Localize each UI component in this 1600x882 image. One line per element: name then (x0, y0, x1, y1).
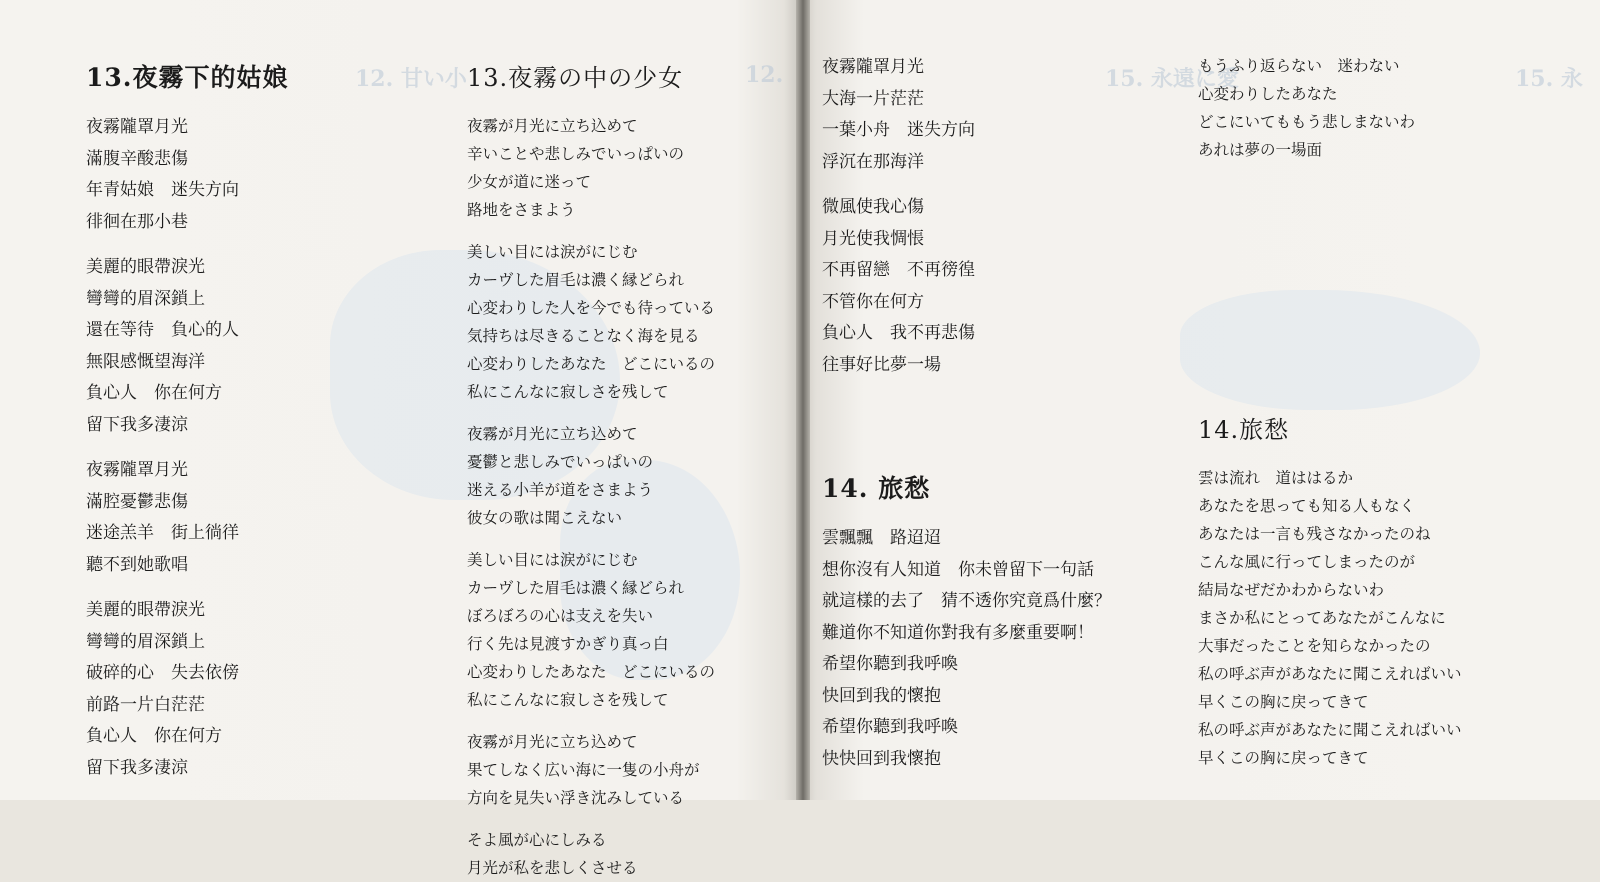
song-title: 14. 旅愁 (822, 474, 931, 503)
lyric-line: 心変わりした人を今でも待っている (467, 299, 716, 317)
lyric-line: 希望你聽到我呼喚 (822, 654, 958, 674)
lyric-line: 快快回到我懷抱 (822, 748, 941, 769)
lyric-line: カーヴした眉毛は濃く縁どられ (467, 579, 685, 597)
lyric-line: 迷える小羊が道をさまよう (467, 481, 654, 499)
lyric-line: 美麗的眼帶淚光 (86, 600, 205, 620)
left-page-japanese-column (467, 58, 777, 882)
lyric-line: 行く先は見渡すかぎり真っ白 (467, 635, 669, 653)
lyric-line: 私の呼ぶ声があなたに聞こえればいい (1198, 665, 1462, 683)
lyric-line: カーヴした眉毛は濃く縁どられ (467, 271, 685, 289)
lyric-line: 無限感慨望海洋 (86, 351, 205, 372)
stanza-gap (86, 238, 356, 252)
show-through-text: 12. (745, 62, 784, 88)
show-through-text: 12. 甘い小 (355, 66, 467, 92)
lyric-line: 滿腹辛酸悲傷 (86, 148, 188, 169)
lyric-line: 微風使我心傷 (822, 197, 924, 217)
lyric-line: 夜霧が月光に立ち込めて (467, 117, 638, 135)
lyric-line: 私にこんなに寂しさを残して (467, 383, 669, 401)
lyric-line: 美麗的眼帶淚光 (86, 257, 205, 277)
lyric-line: 大事だったことを知らなかったの (1198, 637, 1431, 655)
lyric-line: 美しい目には涙がにじむ (467, 243, 638, 261)
lyric-line: あれは夢の一場面 (1198, 141, 1323, 159)
lyric-line: こんな風に行ってしまったのが (1198, 553, 1416, 571)
lyric-line: 彎彎的眉深鎖上 (86, 288, 205, 309)
lyric-line: 負心人 你在何方 (86, 383, 222, 403)
lyric-line: 夜霧隴罩月光 (822, 57, 924, 77)
stanza-gap (467, 406, 777, 420)
lyric-line: 果てしなく広い海に一隻の小舟が (467, 761, 700, 779)
lyric-line: あなたを思っても知る人もなく (1198, 497, 1416, 515)
lyric-line: 少女が道に迷って (467, 173, 592, 191)
lyric-line: 一葉小舟 迷失方向 (822, 120, 975, 140)
lyric-line: 想你沒有人知道 你未曾留下一句話 (822, 559, 1094, 580)
right-page-chinese-column (822, 52, 1182, 775)
lyric-line: もうふり返らない 迷わない (1198, 57, 1400, 75)
stanza-gap (467, 714, 777, 728)
stanza-gap (467, 532, 777, 546)
lyric-line: 早くこの胸に戻ってきて (1198, 693, 1369, 711)
lyric-line: 心変わりしたあなた どこにいるの (467, 663, 716, 681)
lyric-line: 大海一片茫茫 (822, 88, 924, 109)
lyric-line: 負心人 你在何方 (86, 726, 222, 746)
book-spine-gutter (796, 0, 810, 800)
lyric-line: 彼女の歌は聞こえない (467, 509, 623, 527)
lyric-line: 夜霧隴罩月光 (86, 117, 188, 137)
lyric-line: 雲飄飄 路迢迢 (822, 528, 941, 548)
stanza-gap (467, 812, 777, 826)
lyric-line: 就這樣的去了 猜不透你究竟爲什麼？ (822, 591, 1111, 611)
lyric-line: 辛いことや悲しみでいっぱいの (467, 145, 685, 163)
lyric-line: 留下我多淒涼 (86, 414, 188, 435)
lyric-line: 気持ちは尽きることなく海を見る (467, 327, 700, 345)
show-through-text: 15. 永 (1515, 66, 1583, 92)
lyric-line: 聽不到她歌唱 (86, 554, 188, 575)
lyric-line: 夜霧が月光に立ち込めて (467, 425, 638, 443)
lyric-line: 心変わりしたあなた どこにいるの (467, 355, 716, 373)
lyric-line: 方向を見失い浮き沈みしている (467, 789, 685, 807)
lyric-line: まさか私にとってあなたがこんなに (1198, 609, 1446, 627)
stanza-gap (86, 441, 356, 455)
lyric-line: 心変わりしたあなた (1198, 85, 1338, 103)
lyric-line: 難道你不知道你對我有多麼重要啊！ (822, 622, 1094, 643)
song-title: 13.夜霧の中の少女 (467, 64, 684, 92)
lyric-line: 結局なぜだかわからないわ (1198, 581, 1385, 599)
lyric-line: 希望你聽到我呼喚 (822, 717, 958, 737)
show-through-text: 15. 永遠に愛 (1105, 66, 1239, 92)
section-gap (822, 425, 1182, 469)
lyric-line: 破碎的心 失去依傍 (86, 663, 239, 683)
lyric-line: 月光が私を悲しくさせる (467, 859, 638, 877)
lyric-line: 月光使我惆悵 (822, 228, 924, 249)
lyric-line: 迷途羔羊 街上徜徉 (86, 523, 239, 543)
lyric-line: 往事好比夢一場 (822, 354, 941, 375)
lyric-line: 雲は流れ 道ははるか (1198, 469, 1354, 487)
lyric-line: 早くこの胸に戻ってきて (1198, 749, 1369, 767)
lyric-line: 私にこんなに寂しさを残して (467, 691, 669, 709)
lyric-line: 快回到我的懷抱 (822, 685, 941, 706)
lyric-line: 浮沉在那海洋 (822, 151, 924, 172)
lyric-line: 還在等待 負心的人 (86, 320, 239, 340)
lyric-line: 負心人 我不再悲傷 (822, 323, 975, 343)
stanza-gap (86, 581, 356, 595)
lyric-line: 彎彎的眉深鎖上 (86, 631, 205, 652)
right-page-japanese-column (1198, 52, 1588, 772)
lyric-line: 不再留戀 不再徬徨 (822, 260, 975, 280)
lyric-line: 滿腔憂鬱悲傷 (86, 491, 188, 512)
lyric-line: どこにいてももう悲しまないわ (1198, 113, 1416, 131)
stanza-gap (822, 178, 1182, 192)
lyric-line: 路地をさまよう (467, 201, 576, 219)
left-page-chinese-column (86, 58, 356, 784)
lyric-line: 美しい目には涙がにじむ (467, 551, 638, 569)
lyric-line: そよ風が心にしみる (467, 831, 607, 849)
section-gap (822, 381, 1182, 425)
lyric-line: 憂鬱と悲しみでいっぱいの (467, 453, 654, 471)
lyric-line: 前路一片白茫茫 (86, 694, 205, 715)
lyric-line: 徘徊在那小巷 (86, 211, 188, 232)
song-title: 13.夜霧下的姑娘 (86, 63, 289, 92)
song-title: 14.旅愁 (1198, 416, 1290, 444)
lyric-line: 留下我多淒涼 (86, 757, 188, 778)
lyric-line: あなたは一言も残さなかったのね (1198, 525, 1431, 543)
lyric-line: ぼろぼろの心は支えを失い (467, 607, 654, 625)
section-gap (1198, 164, 1588, 410)
lyric-line: 夜霧隴罩月光 (86, 460, 188, 480)
lyric-line: 私の呼ぶ声があなたに聞こえればいい (1198, 721, 1462, 739)
lyric-line: 不管你在何方 (822, 291, 924, 312)
lyric-line: 夜霧が月光に立ち込めて (467, 733, 638, 751)
stanza-gap (467, 224, 777, 238)
lyric-line: 年青姑娘 迷失方向 (86, 180, 239, 200)
